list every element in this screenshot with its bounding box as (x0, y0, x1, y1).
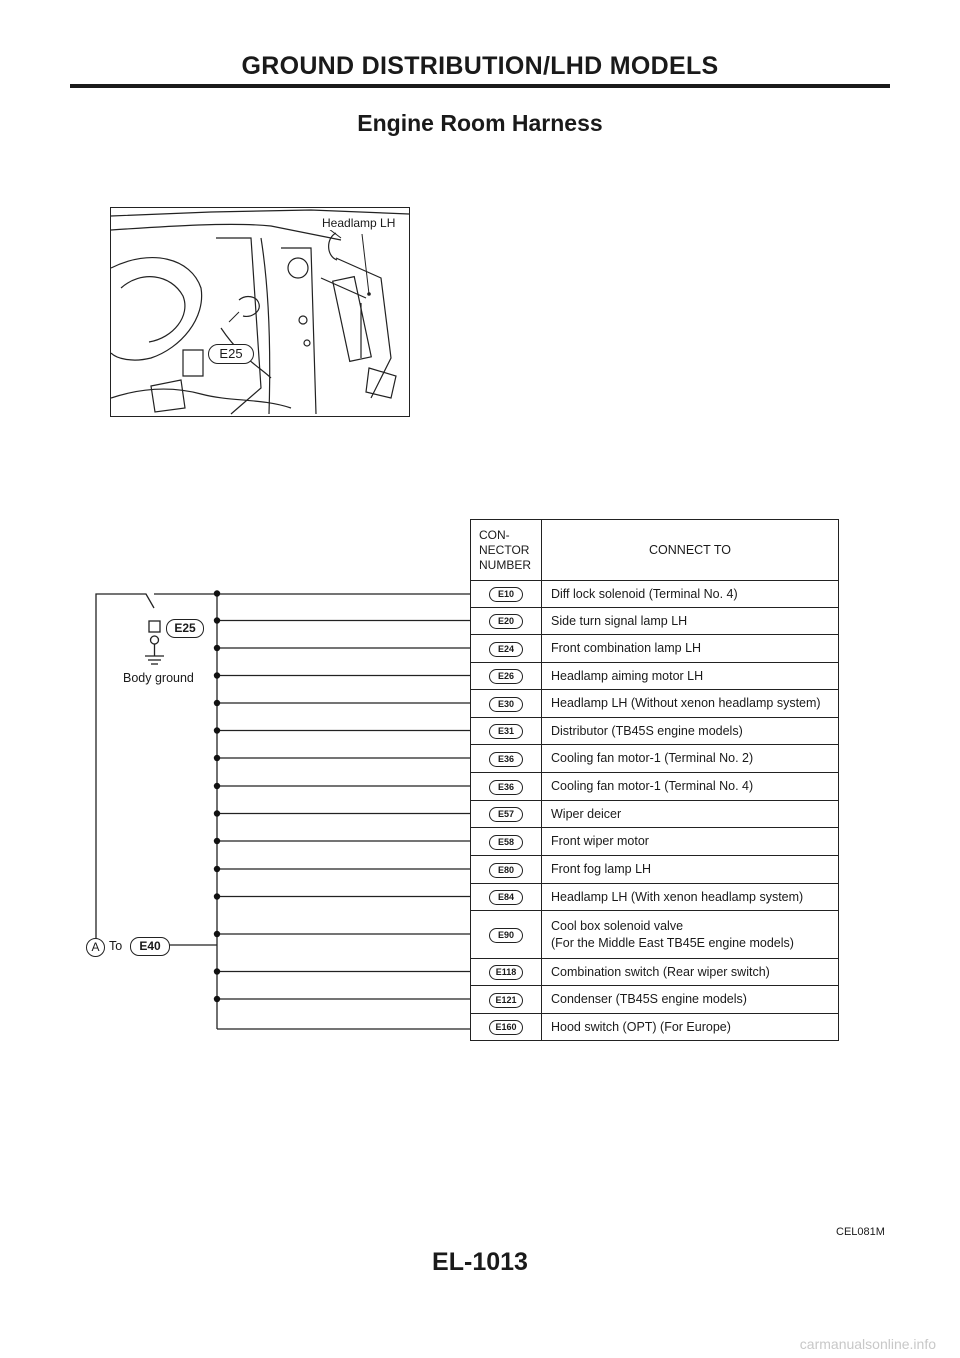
ground-terminal (149, 621, 160, 632)
connect-to-cell: Front combination lamp LH (542, 635, 839, 663)
table-row (471, 608, 839, 635)
junction-dot (214, 968, 220, 974)
connect-to-cell: Condenser (TB45S engine models) (542, 986, 839, 1014)
connector-cell (471, 986, 542, 1014)
connector-badge: E36 (489, 752, 523, 767)
connector-cell (471, 745, 542, 773)
connect-to-cell: Front fog lamp LH (542, 856, 839, 884)
connector-table (470, 519, 839, 1041)
connect-to-cell: Headlamp LH (Without xenon headlamp system) (542, 690, 839, 718)
junction-dot (214, 838, 220, 844)
junction-dot (214, 783, 220, 789)
junction-dot (214, 617, 220, 623)
connect-to-cell: Diff lock solenoid (Terminal No. 4) (542, 581, 839, 608)
connector-cell (471, 635, 542, 663)
reference-connector-e40: E40 (130, 937, 170, 956)
table-row (471, 801, 839, 828)
junction-dot (214, 810, 220, 816)
connect-to-cell: Side turn signal lamp LH (542, 608, 839, 635)
connect-to-cell: Cooling fan motor-1 (Terminal No. 2) (542, 745, 839, 773)
junction-dot (214, 645, 220, 651)
table-row (471, 884, 839, 911)
table-row (471, 581, 839, 608)
connector-badge: E20 (489, 614, 523, 629)
connector-cell (471, 663, 542, 690)
connector-cell (471, 718, 542, 745)
junction-dot (214, 590, 220, 596)
footer-watermark-url: carmanualsonline.info (799, 1336, 936, 1352)
header-connector-number: CON- NECTOR NUMBER (471, 520, 542, 581)
connector-badge: E30 (489, 697, 523, 712)
connector-cell (471, 884, 542, 911)
table-row (471, 959, 839, 986)
connect-to-cell: Headlamp aiming motor LH (542, 663, 839, 690)
connector-badge: E57 (489, 807, 523, 822)
connector-badge: E80 (489, 863, 523, 878)
connector-badge: E36 (489, 780, 523, 795)
table-row (471, 856, 839, 884)
connector-badge: E24 (489, 642, 523, 657)
table-row (471, 635, 839, 663)
connector-cell (471, 911, 542, 959)
body-ground-label: Body ground (123, 671, 194, 685)
connector-badge: E90 (489, 928, 523, 943)
table-row (471, 828, 839, 856)
connect-to-cell: Combination switch (Rear wiper switch) (542, 959, 839, 986)
table-row (471, 986, 839, 1014)
connect-to-cell: Hood switch (OPT) (For Europe) (542, 1014, 839, 1041)
connect-to-cell: Wiper deicer (542, 801, 839, 828)
junction-dot (214, 893, 220, 899)
table-row (471, 718, 839, 745)
connect-to-cell: Distributor (TB45S engine models) (542, 718, 839, 745)
connector-cell (471, 828, 542, 856)
connect-to-cell: Front wiper motor (542, 828, 839, 856)
connector-badge: E118 (489, 965, 523, 980)
photo-connector-e25: E25 (208, 344, 254, 364)
connector-cell (471, 1014, 542, 1041)
photo-label-headlamp: Headlamp LH (322, 216, 396, 230)
connector-badge: E160 (489, 1020, 523, 1035)
table-row (471, 1014, 839, 1041)
connector-cell (471, 959, 542, 986)
connect-to-cell: Headlamp LH (With xenon headlamp system) (542, 884, 839, 911)
ground-eyelet (151, 636, 159, 644)
junction-dot (214, 672, 220, 678)
connector-cell (471, 801, 542, 828)
connector-badge: E10 (489, 587, 523, 602)
connect-to-cell: Cool box solenoid valve (For the Middle East TB45E engine models) (542, 911, 839, 959)
header-connect-to: CONNECT TO (542, 520, 839, 581)
connector-cell (471, 773, 542, 801)
connector-cell (471, 608, 542, 635)
section-title: Engine Room Harness (357, 110, 603, 136)
junction-dot (214, 700, 220, 706)
reference-to-text: To (109, 939, 123, 953)
connector-cell (471, 690, 542, 718)
connect-to-cell: Cooling fan motor-1 (Terminal No. 4) (542, 773, 839, 801)
table-row (471, 663, 839, 690)
connector-badge: E26 (489, 669, 523, 684)
junction-dot (214, 931, 220, 937)
junction-dot (214, 755, 220, 761)
reference-marker-a: A (86, 938, 105, 957)
figure-code: CEL081M (836, 1226, 885, 1238)
table-row (471, 773, 839, 801)
junction-dot (214, 727, 220, 733)
table-row (471, 745, 839, 773)
connector-cell (471, 856, 542, 884)
table-row (471, 690, 839, 718)
page-header-title: GROUND DISTRIBUTION/LHD MODELS (241, 52, 719, 80)
ground-connector-e25: E25 (166, 619, 204, 638)
connector-badge: E84 (489, 890, 523, 905)
junction-dot (214, 996, 220, 1002)
connector-cell (471, 581, 542, 608)
junction-dot (214, 866, 220, 872)
connector-badge: E31 (489, 724, 523, 739)
table-row (471, 911, 839, 959)
connector-badge: E121 (489, 993, 523, 1008)
wire-e25-to-e40 (96, 594, 154, 944)
page-number: EL-1013 (432, 1248, 528, 1276)
connector-badge: E58 (489, 835, 523, 850)
